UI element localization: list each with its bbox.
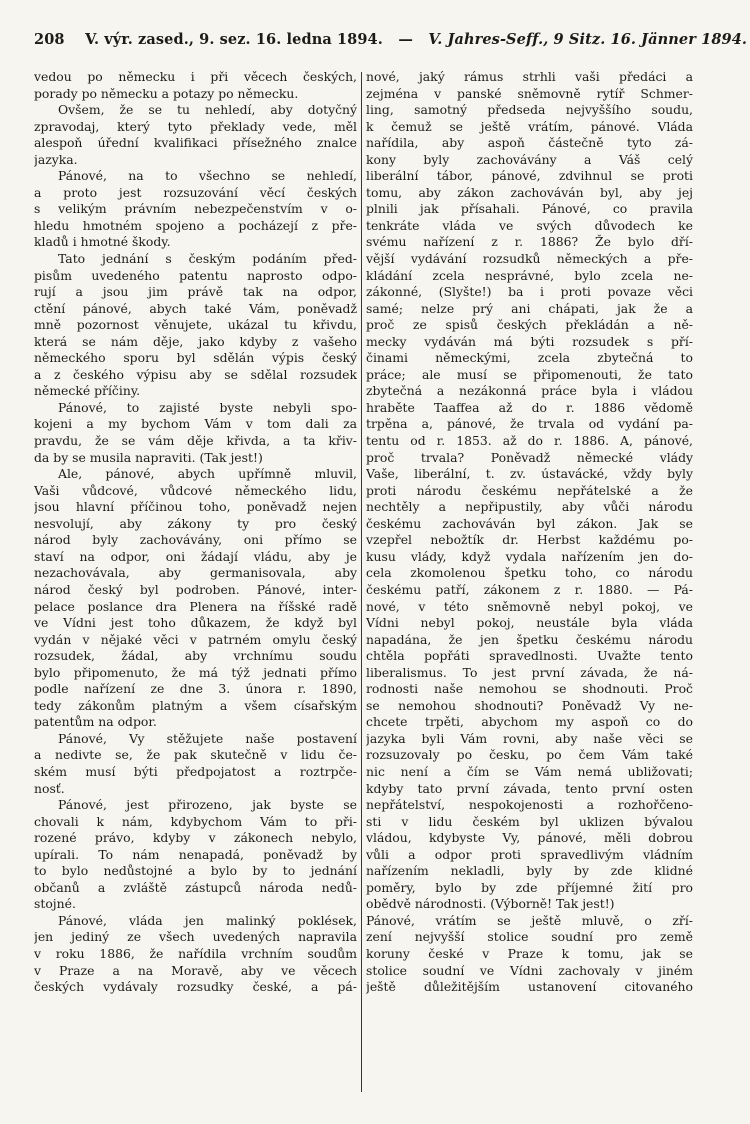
text-line: vůli a odpor proti spravedlivým vládním — [366, 846, 693, 862]
text-line: plnili jak přísahali. Pánové, co pravila — [366, 201, 693, 217]
text-line: Vaše, liberální, t. zv. ústavácké, vždy byly — [366, 466, 693, 482]
text-line: podle nařízení ze dne 3. února r. 1890, — [34, 681, 357, 697]
text-line: upírali. To nám nenapadá, poněvadž by — [34, 846, 357, 862]
text-line: samé; nelze prý ani chápati, jak že a — [366, 300, 693, 316]
text-line: Pánové, jest přirozeno, jak byste se — [58, 797, 357, 813]
text-line: liberalismus. To jest první závada, že ná- — [366, 664, 693, 680]
header-title-german: V. Jahres-Seff., 9 Sitz. 16. Jänner 1894. — [428, 31, 748, 48]
text-line: mně pozornost věnujete, ukázal tu křivdu, — [34, 317, 357, 333]
text-line: staví na odpor, oni žádají vládu, aby je — [34, 548, 357, 564]
text-line: chovali k nám, kdybychom Vám to při- — [34, 813, 357, 829]
text-line: nařídila, aby aspoň částečně tyto zá- — [366, 135, 693, 151]
text-line: nic není a čím se Vám nemá ubližovati; — [366, 763, 693, 779]
text-line: svému nařízení z r. 1886? Že bylo dří- — [366, 234, 693, 250]
text-line: obědvě národnosti. (Výborně! Tak jest!) — [366, 896, 615, 912]
text-line: českému zachováván byl zákon. Jak se — [366, 515, 693, 531]
text-line: kojeni a my bychom Vám v tom dali za — [34, 416, 357, 432]
text-line: jazyka byli Vám rovni, aby naše věci se — [366, 730, 693, 746]
text-line: rozsudek, žádal, aby vrchnímu soudu — [34, 648, 357, 664]
text-line: zení nejvyšší stolice soudní pro země — [366, 929, 693, 945]
left-text-column — [34, 69, 357, 1094]
text-line: porady po německu a potazy po německu. — [34, 85, 299, 101]
text-line: stojné. — [34, 896, 76, 912]
text-line: poměry, bylo by zde příjemné žití pro — [366, 879, 693, 895]
text-line: k čemuž se ještě vrátím, pánové. Vláda — [366, 118, 693, 134]
text-line: stolice soudní ve Vídni zachovaly v jiném — [366, 962, 693, 978]
text-line: mecky vydáván má býti rozsudek s pří- — [366, 333, 693, 349]
text-line: tenkráte vláda ve svých důvodech ke — [366, 217, 693, 233]
text-line: Vídni nebyl pokoj, neustále byla vláda — [366, 615, 693, 631]
text-line: Ale, pánové, abych upřímně mluvil, — [58, 466, 357, 482]
text-line: pelace poslance dra Plenera na říšské radě — [34, 598, 357, 614]
text-line: kládání zcela nesprávné, bylo zcela ne- — [366, 267, 693, 283]
text-line: německého sporu byl sdělán výpis český — [34, 350, 357, 366]
text-line: v roku 1886, že nařídila vrchním soudům — [34, 945, 357, 961]
text-line: občanů a zvláště zástupců národa nedů- — [34, 879, 357, 895]
text-line: rují a jsou jim právě tak na odpor, — [34, 284, 357, 300]
text-line: pisům uvedeného patentu naprosto odpo- — [34, 267, 357, 283]
text-line: napadána, že jen špetku českému národu — [366, 631, 693, 647]
page-header — [34, 31, 748, 48]
text-line: národ český byl podroben. Pánové, inter- — [34, 581, 357, 597]
text-line: vzepřel nebožtík dr. Herbst každému po- — [366, 532, 693, 548]
text-line: nosť. — [34, 780, 65, 796]
text-line: a nedivte se, že pak skutečně v lidu če- — [34, 747, 357, 763]
text-line: německé příčiny. — [34, 383, 141, 399]
text-line: Pánové, Vy stěžujete naše postavení — [58, 730, 357, 746]
text-line: pravdu, že se vám děje křivda, a ta křiv- — [34, 433, 357, 449]
text-line: liberální tábor, pánové, zdvihnul se proti — [366, 168, 693, 184]
text-line: Pánové, vláda jen malinký poklések, — [58, 912, 357, 928]
text-line: a z českého výpisu aby se sdělal rozsudek — [34, 366, 357, 382]
text-line: rozsuzovaly po česku, po čem Vám také — [366, 747, 693, 763]
text-line: českému patří, zákonem z r. 1880. — Pá- — [366, 581, 693, 597]
text-line: kladů i hmotné škody. — [34, 234, 171, 250]
text-line: chtěla popřáti spravedlnosti. Uvažte tento — [366, 648, 693, 664]
text-line: se nemohou shodnouti? Poněvadž Vy ne- — [366, 697, 693, 713]
text-line: chcete trpěti, abychom my aspoň co do — [366, 714, 693, 730]
text-line: hledu hmotném spojeno a pocházejí z pře- — [34, 217, 357, 233]
text-line: jen jediný ze všech uvedených napravila — [34, 929, 357, 945]
header-dash: — — [398, 31, 413, 48]
text-line: Pánové, na to všechno se nehledí, — [58, 168, 357, 184]
text-line: která se nám děje, jako kdyby z vašeho — [34, 333, 357, 349]
text-line: proč trvala? Poněvadž německé vlády — [366, 449, 693, 465]
header-title-czech: V. výr. zased., 9. sez. 16. ledna 1894. — [85, 31, 383, 48]
text-line: vedou po německu i při věcech českých, — [34, 69, 357, 84]
text-line: da by se musila napraviti. (Tak jest!) — [34, 449, 263, 465]
text-line: alespoň úřední kvalifikaci přísežného znalce — [34, 135, 357, 151]
column-divider — [361, 72, 362, 1092]
text-line: trpěna a, pánové, že trvala od vydání pa- — [366, 416, 693, 432]
text-line: Tato jednání s českým podáním před- — [58, 251, 357, 267]
text-line: vydán v nějaké věci v patrném omylu český — [34, 631, 357, 647]
text-line: Pánové, to zajisté byste nebyli spo- — [58, 399, 357, 415]
text-line: jsou hlavní příčinou toho, poněvadž nejen — [34, 499, 357, 515]
text-line: v Praze a na Moravě, aby ve věcech — [34, 962, 357, 978]
text-line: ve Vídni jest toho důkazem, že když byl — [34, 615, 357, 631]
text-line: práce; ale musí se připomenouti, že tato — [366, 366, 693, 382]
text-line: tentu od r. 1853. až do r. 1886. A, pánové, — [366, 433, 693, 449]
text-line: bylo připomenuto, že má týž jednati přímo — [34, 664, 357, 680]
text-line: proč ze spisů českých překládán a ně- — [366, 317, 693, 333]
text-line: Vaši vůdcové, vůdcové německého lidu, — [34, 482, 357, 498]
text-line: rozené právo, kdyby v zákonech nebylo, — [34, 830, 357, 846]
text-line: zejména v panské sněmovně rytíř Schmer- — [366, 85, 693, 101]
text-line: zákonné, (Slyšte!) ba i proti povaze věci — [366, 284, 693, 300]
text-line: nové, jaký rámus strhli vaši předáci a — [366, 69, 693, 84]
right-text-column — [366, 69, 693, 1094]
text-line: to bylo nedůstojné a bylo by to jednání — [34, 863, 357, 879]
text-line: tedy zákonům platným a všem císařským — [34, 697, 357, 713]
text-line: ském musí býti předpojatost a roztrpče- — [34, 763, 357, 779]
text-line: nesvolují, aby zákony ty pro český — [34, 515, 357, 531]
text-line: nepřátelství, nespokojenosti a rozhořčeno- — [366, 797, 693, 813]
text-line: zbytečná a nezákonná práce byla i vládou — [366, 383, 693, 399]
text-line: tomu, aby zákon zachováván byl, aby jej — [366, 184, 693, 200]
text-line: ling, samotný předseda nejvyššího soudu, — [366, 102, 693, 118]
text-line: ještě důležitějším ustanovení citovaného — [366, 979, 693, 995]
text-line: a proto jest rozsuzování věcí českých — [34, 184, 357, 200]
text-line: nechtěly a nepřipustily, aby vůči národu — [366, 499, 693, 515]
text-line: kony byly zachovávány a Váš celý — [366, 151, 693, 167]
text-line: hraběte Taaffea až do r. 1886 vědomě — [366, 399, 693, 415]
text-line: cela zkomolenou špetku toho, co národu — [366, 565, 693, 581]
text-line: nezachovávala, aby germanisovala, aby — [34, 565, 357, 581]
text-line: Pánové, vrátím se ještě mluvě, o zří- — [366, 912, 693, 928]
text-line: národ byly zachovávány, oni přímo se — [34, 532, 357, 548]
text-line: proti národu českému nepřátelské a že — [366, 482, 693, 498]
text-line: koruny české v Praze k tomu, jak se — [366, 945, 693, 961]
text-line: s velikým právním nebezpečenstvím v o- — [34, 201, 357, 217]
text-line: vládou, kdybyste Vy, pánové, měli dobrou — [366, 830, 693, 846]
text-line: vější vydávání rozsudků německých a pře- — [366, 251, 693, 267]
text-line: kdyby tato první závada, tento první osten — [366, 780, 693, 796]
text-line: nařízením nekladli, byly by zde klidné — [366, 863, 693, 879]
text-line: nové, v této sněmovně nebyl pokoj, ve — [366, 598, 693, 614]
text-line: rodnosti naše nemohou se shodnouti. Proč — [366, 681, 693, 697]
text-line: patentům na odpor. — [34, 714, 157, 730]
text-line: Ovšem, že se tu nehledí, aby dotyčný — [58, 102, 357, 118]
text-line: jazyka. — [34, 151, 78, 167]
text-line: zpravodaj, který tyto překlady vede, měl — [34, 118, 357, 134]
text-line: českých vydávaly rozsudky české, a pá- — [34, 979, 357, 995]
page-number: 208 — [34, 31, 65, 48]
text-line: ctění pánové, abych také Vám, poněvadž — [34, 300, 357, 316]
text-line: sti v lidu českém byl uklizen bývalou — [366, 813, 693, 829]
text-line: kusu vlády, když vydala nařízením jen do- — [366, 548, 693, 564]
text-line: činami německými, zcela zbytečná to — [366, 350, 693, 366]
